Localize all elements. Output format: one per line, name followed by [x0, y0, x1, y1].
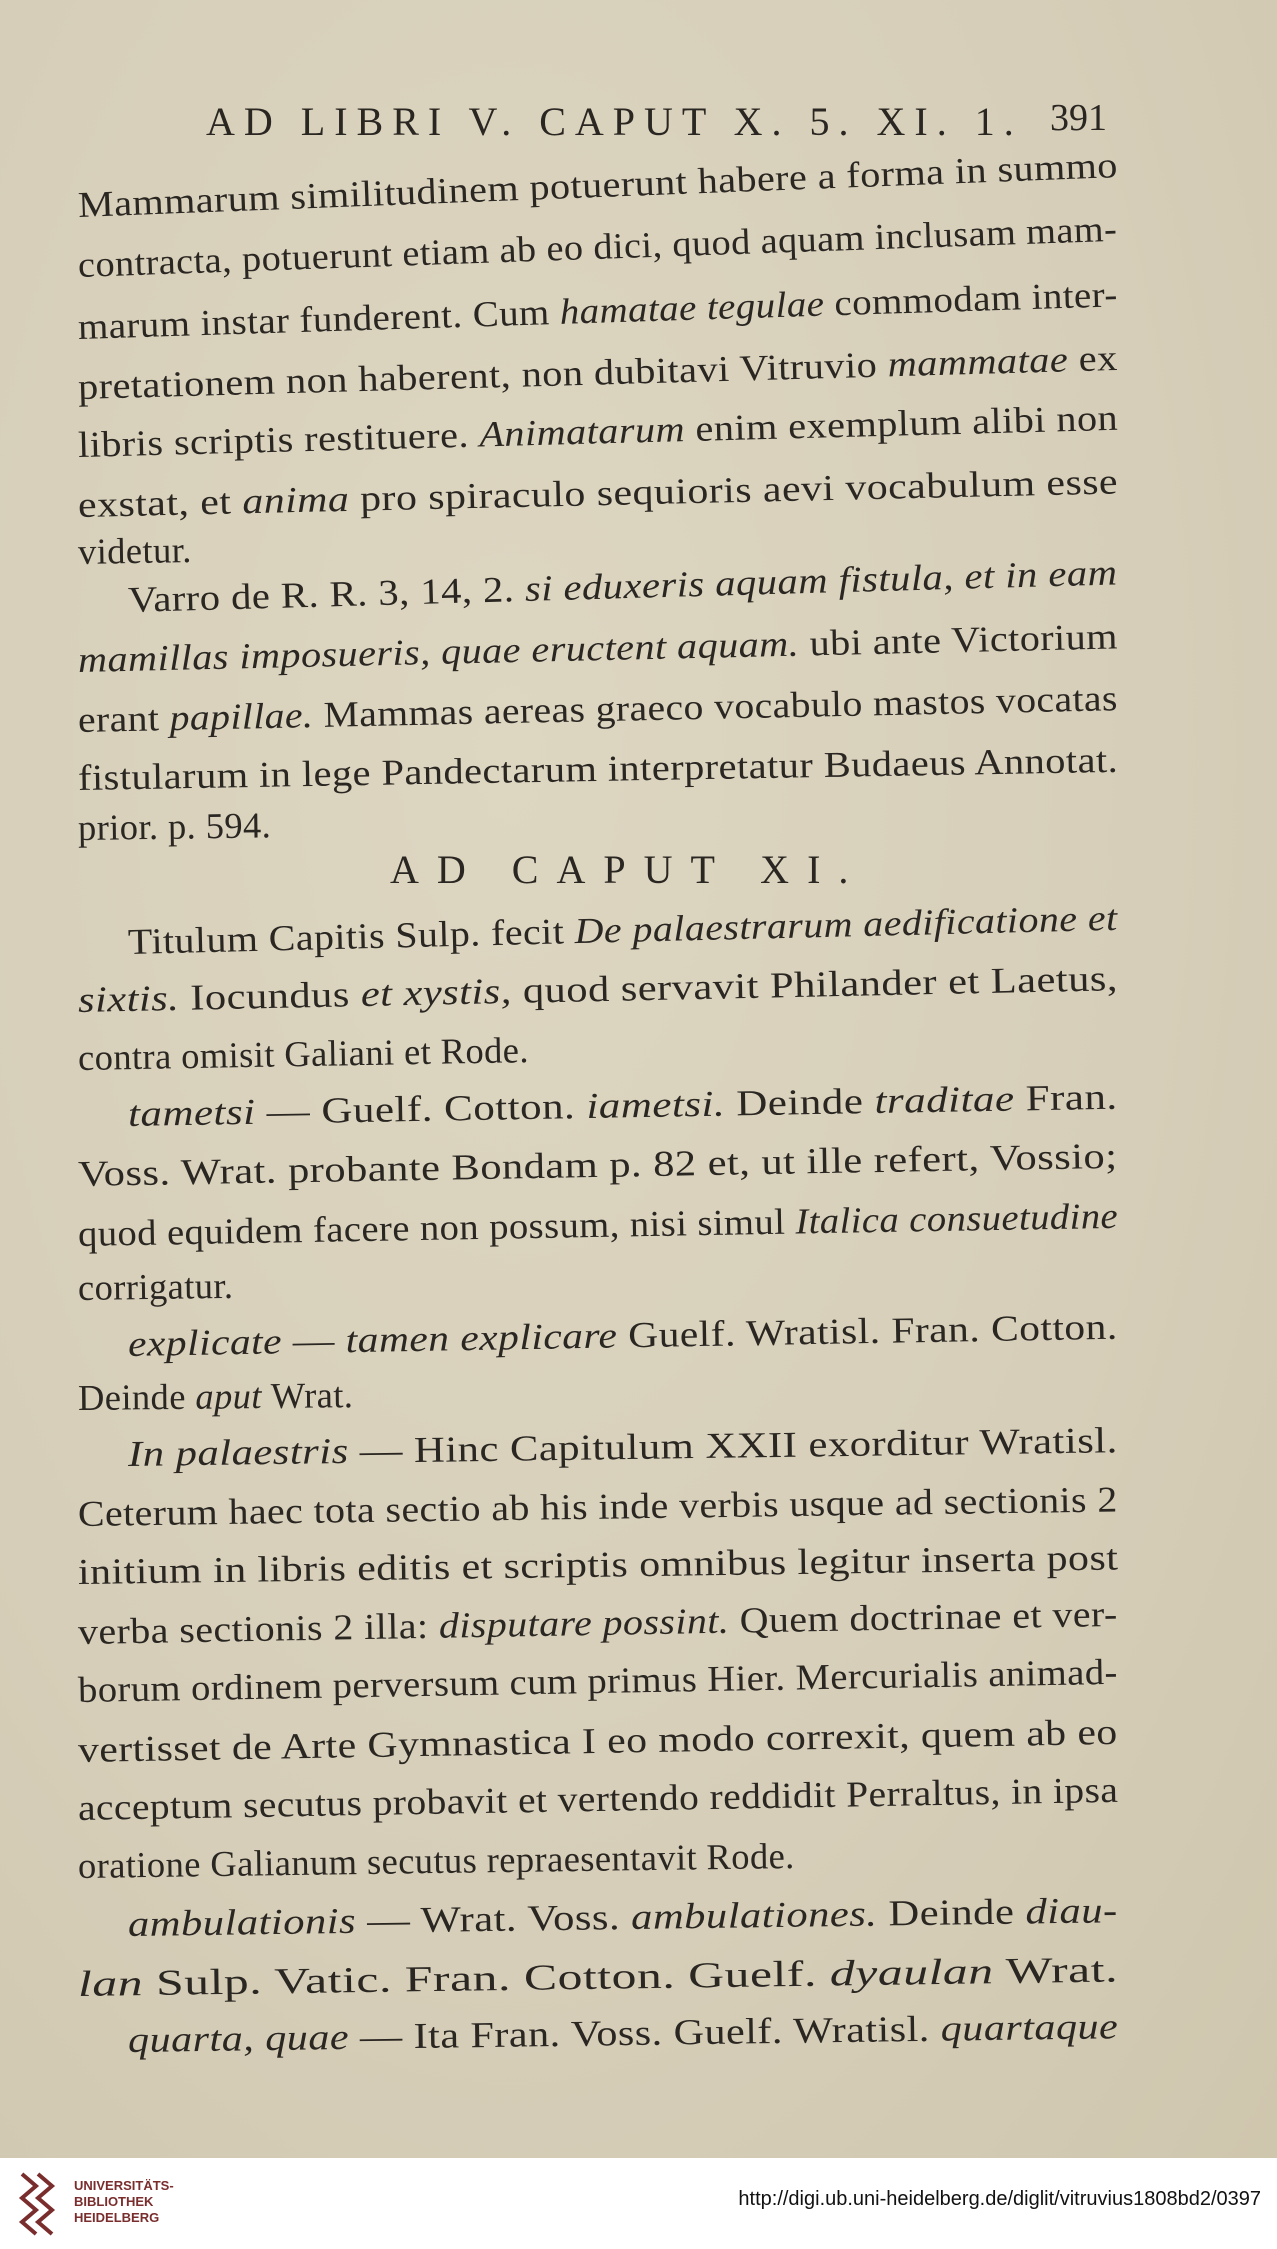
text-line	[78, 1264, 234, 1309]
text-run: ex	[1067, 336, 1119, 380]
text-run: vertisset de Arte Gymnastica I eo modo correxit, quem ab eo	[77, 1710, 1118, 1770]
italic-run: mamillas imposueris, quae eructent aquam.	[77, 622, 800, 680]
text-run: corrigatur.	[77, 1264, 234, 1308]
text-run: erant	[77, 697, 171, 740]
text-run: Fran.	[1014, 1075, 1118, 1119]
text-run: initium in libris editis et scriptis omnibus legitur inserta post	[77, 1536, 1119, 1592]
italic-run: dyaulan	[829, 1950, 994, 1994]
italic-run: tametsi	[127, 1090, 256, 1134]
text-run: fistularum in lege Pandectarum interpretatur Budaeus Annotat.	[77, 738, 1119, 798]
running-header: AD LIBRI V. CAPUT X. 5. XI. 1.	[206, 99, 1023, 144]
text-run: Titulum Capitis Sulp. fecit	[127, 910, 576, 962]
text-run: oratione Galianum secutus repraesentavit Rode.	[77, 1834, 795, 1886]
text-run: quod servavit Philander et Laetus,	[511, 957, 1119, 1011]
italic-run: De palaestrarum aedificatione et	[574, 896, 1118, 952]
italic-run: Animatarum	[478, 408, 686, 455]
text-run: Voss. Wrat. probante Bondam p. 82 et, ut ille refert, Vossio;	[77, 1134, 1118, 1194]
logo-line: UNIVERSITÄTS-	[74, 2178, 174, 2193]
text-run: — Hinc Capitulum XXII exorditur Wratisl.	[348, 1419, 1118, 1471]
text-run: Iocundus	[178, 973, 362, 1018]
text-run: prior. p. 594.	[77, 804, 272, 848]
text-run: verba sectionis 2 illa:	[77, 1604, 440, 1652]
text-run: Wrat.	[993, 1948, 1119, 1992]
italic-run: explicate	[127, 1320, 283, 1364]
text-run: Varro de R. R. 3, 14, 2.	[127, 567, 526, 620]
text-run: Guelf. Wratisl. Fran. Cotton.	[616, 1305, 1118, 1356]
italic-run: mammatae	[887, 338, 1069, 385]
italic-run: sixtis.	[77, 976, 180, 1020]
italic-run: anima	[241, 477, 350, 522]
text-run: borum ordinem perversum cum primus Hier. Mercurialis animad-	[77, 1650, 1119, 1710]
library-logo-icon	[14, 2170, 60, 2236]
page-number: 391	[1050, 97, 1107, 139]
text-run: pretationem non haberent, non dubitavi Vitruvio	[77, 343, 889, 407]
italic-run: ambulationes.	[630, 1892, 878, 1937]
library-logo-text	[74, 2178, 174, 2226]
text-run: Wrat.	[261, 1374, 354, 1417]
italic-run: et xystis,	[360, 969, 513, 1015]
italic-run: Italica consuetudine	[795, 1194, 1119, 1242]
text-run: marum instar funderent. Cum	[77, 290, 561, 347]
text-run: —	[281, 1319, 347, 1362]
text-run: videtur.	[77, 529, 193, 572]
text-run: enim exemplum alibi non	[684, 396, 1119, 450]
text-run: — Guelf. Cotton.	[255, 1085, 587, 1132]
italic-run: tamen explicare	[345, 1314, 618, 1361]
text-line	[78, 1028, 530, 1079]
italic-run: traditae	[874, 1077, 1015, 1121]
text-line	[78, 528, 192, 573]
text-run: exstat, et	[77, 480, 243, 525]
permalink-url[interactable]: http://digi.ub.uni-heidelberg.de/diglit/vitruvius1808bd2/0397	[738, 2188, 1261, 2210]
italic-run: hamatae tegulae	[559, 282, 825, 332]
text-run: Mammas aereas graeco vocabulo mastos vocatas	[312, 677, 1119, 736]
text-run: acceptum secutus probavit et vertendo reddidit Perraltus, in ipsa	[77, 1768, 1119, 1828]
text-line	[78, 1373, 354, 1419]
italic-run: si eduxeris aquam fistula, et in eam	[524, 551, 1118, 609]
text-run: — Ita Fran. Voss. Guelf. Wratisl.	[348, 2007, 942, 2057]
text-run: Mammarum similitudinem potuerunt habere a forma in summo	[77, 144, 1119, 225]
italic-run: quarta, quae	[127, 2015, 350, 2060]
italic-run: ambulationis	[127, 1899, 357, 1944]
text-run: Deinde	[877, 1890, 1026, 1934]
section-title: AD CAPUT XI.	[390, 847, 867, 892]
text-run: pro spiraculo sequioris aevi vocabulum esse	[348, 460, 1119, 519]
italic-run: disputare possint.	[438, 1599, 730, 1646]
text-run: contracta, potuerunt etiam ab eo dici, quod aquam inclusam mam-	[77, 207, 1118, 285]
logo-line: HEIDELBERG	[74, 2210, 160, 2225]
logo-line: BIBLIOTHEK	[74, 2194, 154, 2209]
text-run: — Wrat. Voss.	[355, 1895, 632, 1941]
italic-run: lan	[77, 1962, 144, 2004]
italic-run: iametsi.	[586, 1082, 726, 1126]
text-run: Quem doctrinae et ver-	[728, 1592, 1118, 1641]
text-line	[78, 803, 272, 849]
text-run: quod equidem facere non possum, nisi simul	[77, 1200, 796, 1254]
text-run: Deinde	[724, 1079, 875, 1124]
italic-run: quartaque	[940, 2005, 1119, 2049]
text-run: Ceterum haec tota sectio ab his inde verbis usque ad sectionis 2	[77, 1478, 1118, 1534]
text-run: libris scriptis restituere.	[77, 413, 480, 465]
italic-run: aput	[195, 1375, 263, 1417]
text-run: ubi ante Victorium	[798, 615, 1119, 664]
text-run: Deinde	[77, 1375, 196, 1418]
italic-run: In palaestris	[127, 1429, 349, 1474]
text-run: commodam inter-	[823, 273, 1119, 324]
italic-run: papillae.	[169, 694, 314, 739]
text-run: Sulp. Vatic. Fran. Cotton. Guelf.	[142, 1952, 831, 2004]
viewer-footer	[0, 2158, 1277, 2249]
italic-run: diau-	[1025, 1889, 1118, 1932]
text-run: contra omisit Galiani et Rode.	[77, 1029, 530, 1078]
